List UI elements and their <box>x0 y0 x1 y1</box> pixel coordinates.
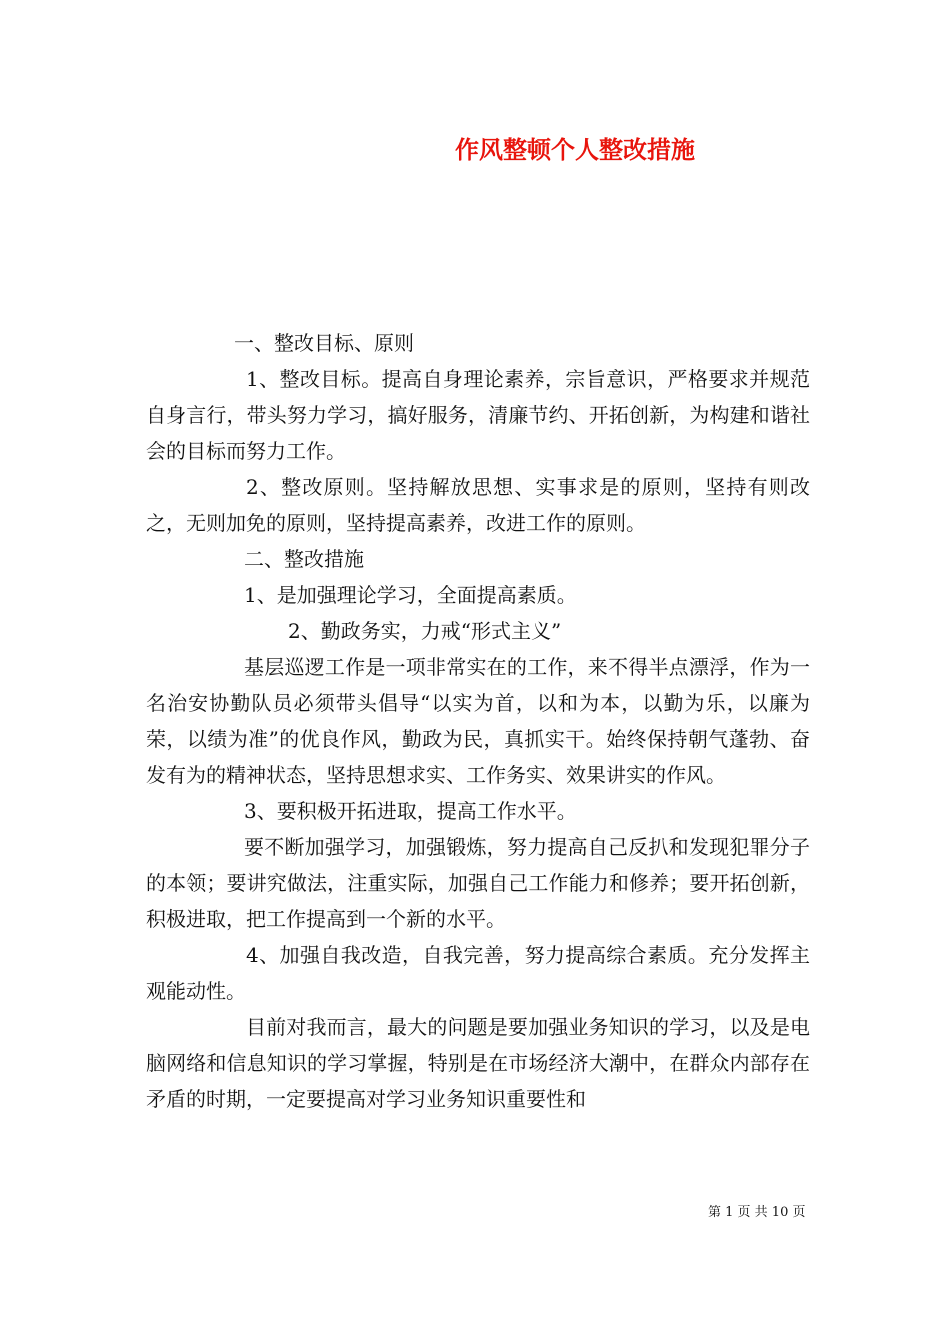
paragraph-principle: 2、整改原则。坚持解放思想、实事求是的原则，坚持有则改之，无则加免的原则，坚持提高素养，改进工作的原则。 <box>146 475 810 535</box>
paragraph-measure-4-body: 目前对我而言，最大的问题是要加强业务知识的学习，以及是电脑网络和信息知识的学习掌握，特别是在市场经济大潮中，在群众内部存在矛盾的时期，一定要提高对学习业务知识重要性和 <box>146 1015 810 1111</box>
measure-2: 2、勤政务实，力戒“形式主义” <box>288 619 562 643</box>
document-title: 作风整顿个人整改措施 <box>455 135 695 164</box>
document-body <box>146 325 810 1117</box>
paragraph-measure-2-body: 基层巡逻工作是一项非常实在的工作，来不得半点漂浮，作为一名治安协勤队员必须带头倡导“以实为首，以和为本，以勤为乐，以廉为荣，以绩为准”的优良作风，勤政为民，真抓实干。始终保持朝气蓬勃、奋发有为的精神状态，坚持思想求实、工作务实、效果讲实的作风。 <box>146 655 810 787</box>
section-heading-2: 二、整改措施 <box>244 547 364 571</box>
measure-1: 1、是加强理论学习，全面提高素质。 <box>244 583 577 607</box>
paragraph-goal: 1、整改目标。提高自身理论素养，宗旨意识，严格要求并规范自身言行，带头努力学习，搞好服务，清廉节约、开拓创新，为构建和谐社会的目标而努力工作。 <box>146 367 810 463</box>
paragraph-measure-3-body: 要不断加强学习，加强锻炼，努力提高自己反扒和发现犯罪分子的本领；要讲究做法，注重实际，加强自己工作能力和修养；要开拓创新，积极进取，把工作提高到一个新的水平。 <box>146 835 810 931</box>
page-number: 第 1 页 共 10 页 <box>708 1205 806 1220</box>
section-heading-1: 一、整改目标、原则 <box>234 331 414 355</box>
measure-3: 3、要积极开拓进取，提高工作水平。 <box>244 799 577 823</box>
measure-4: 4、加强自我改造，自我完善，努力提高综合素质。充分发挥主观能动性。 <box>146 943 810 1003</box>
